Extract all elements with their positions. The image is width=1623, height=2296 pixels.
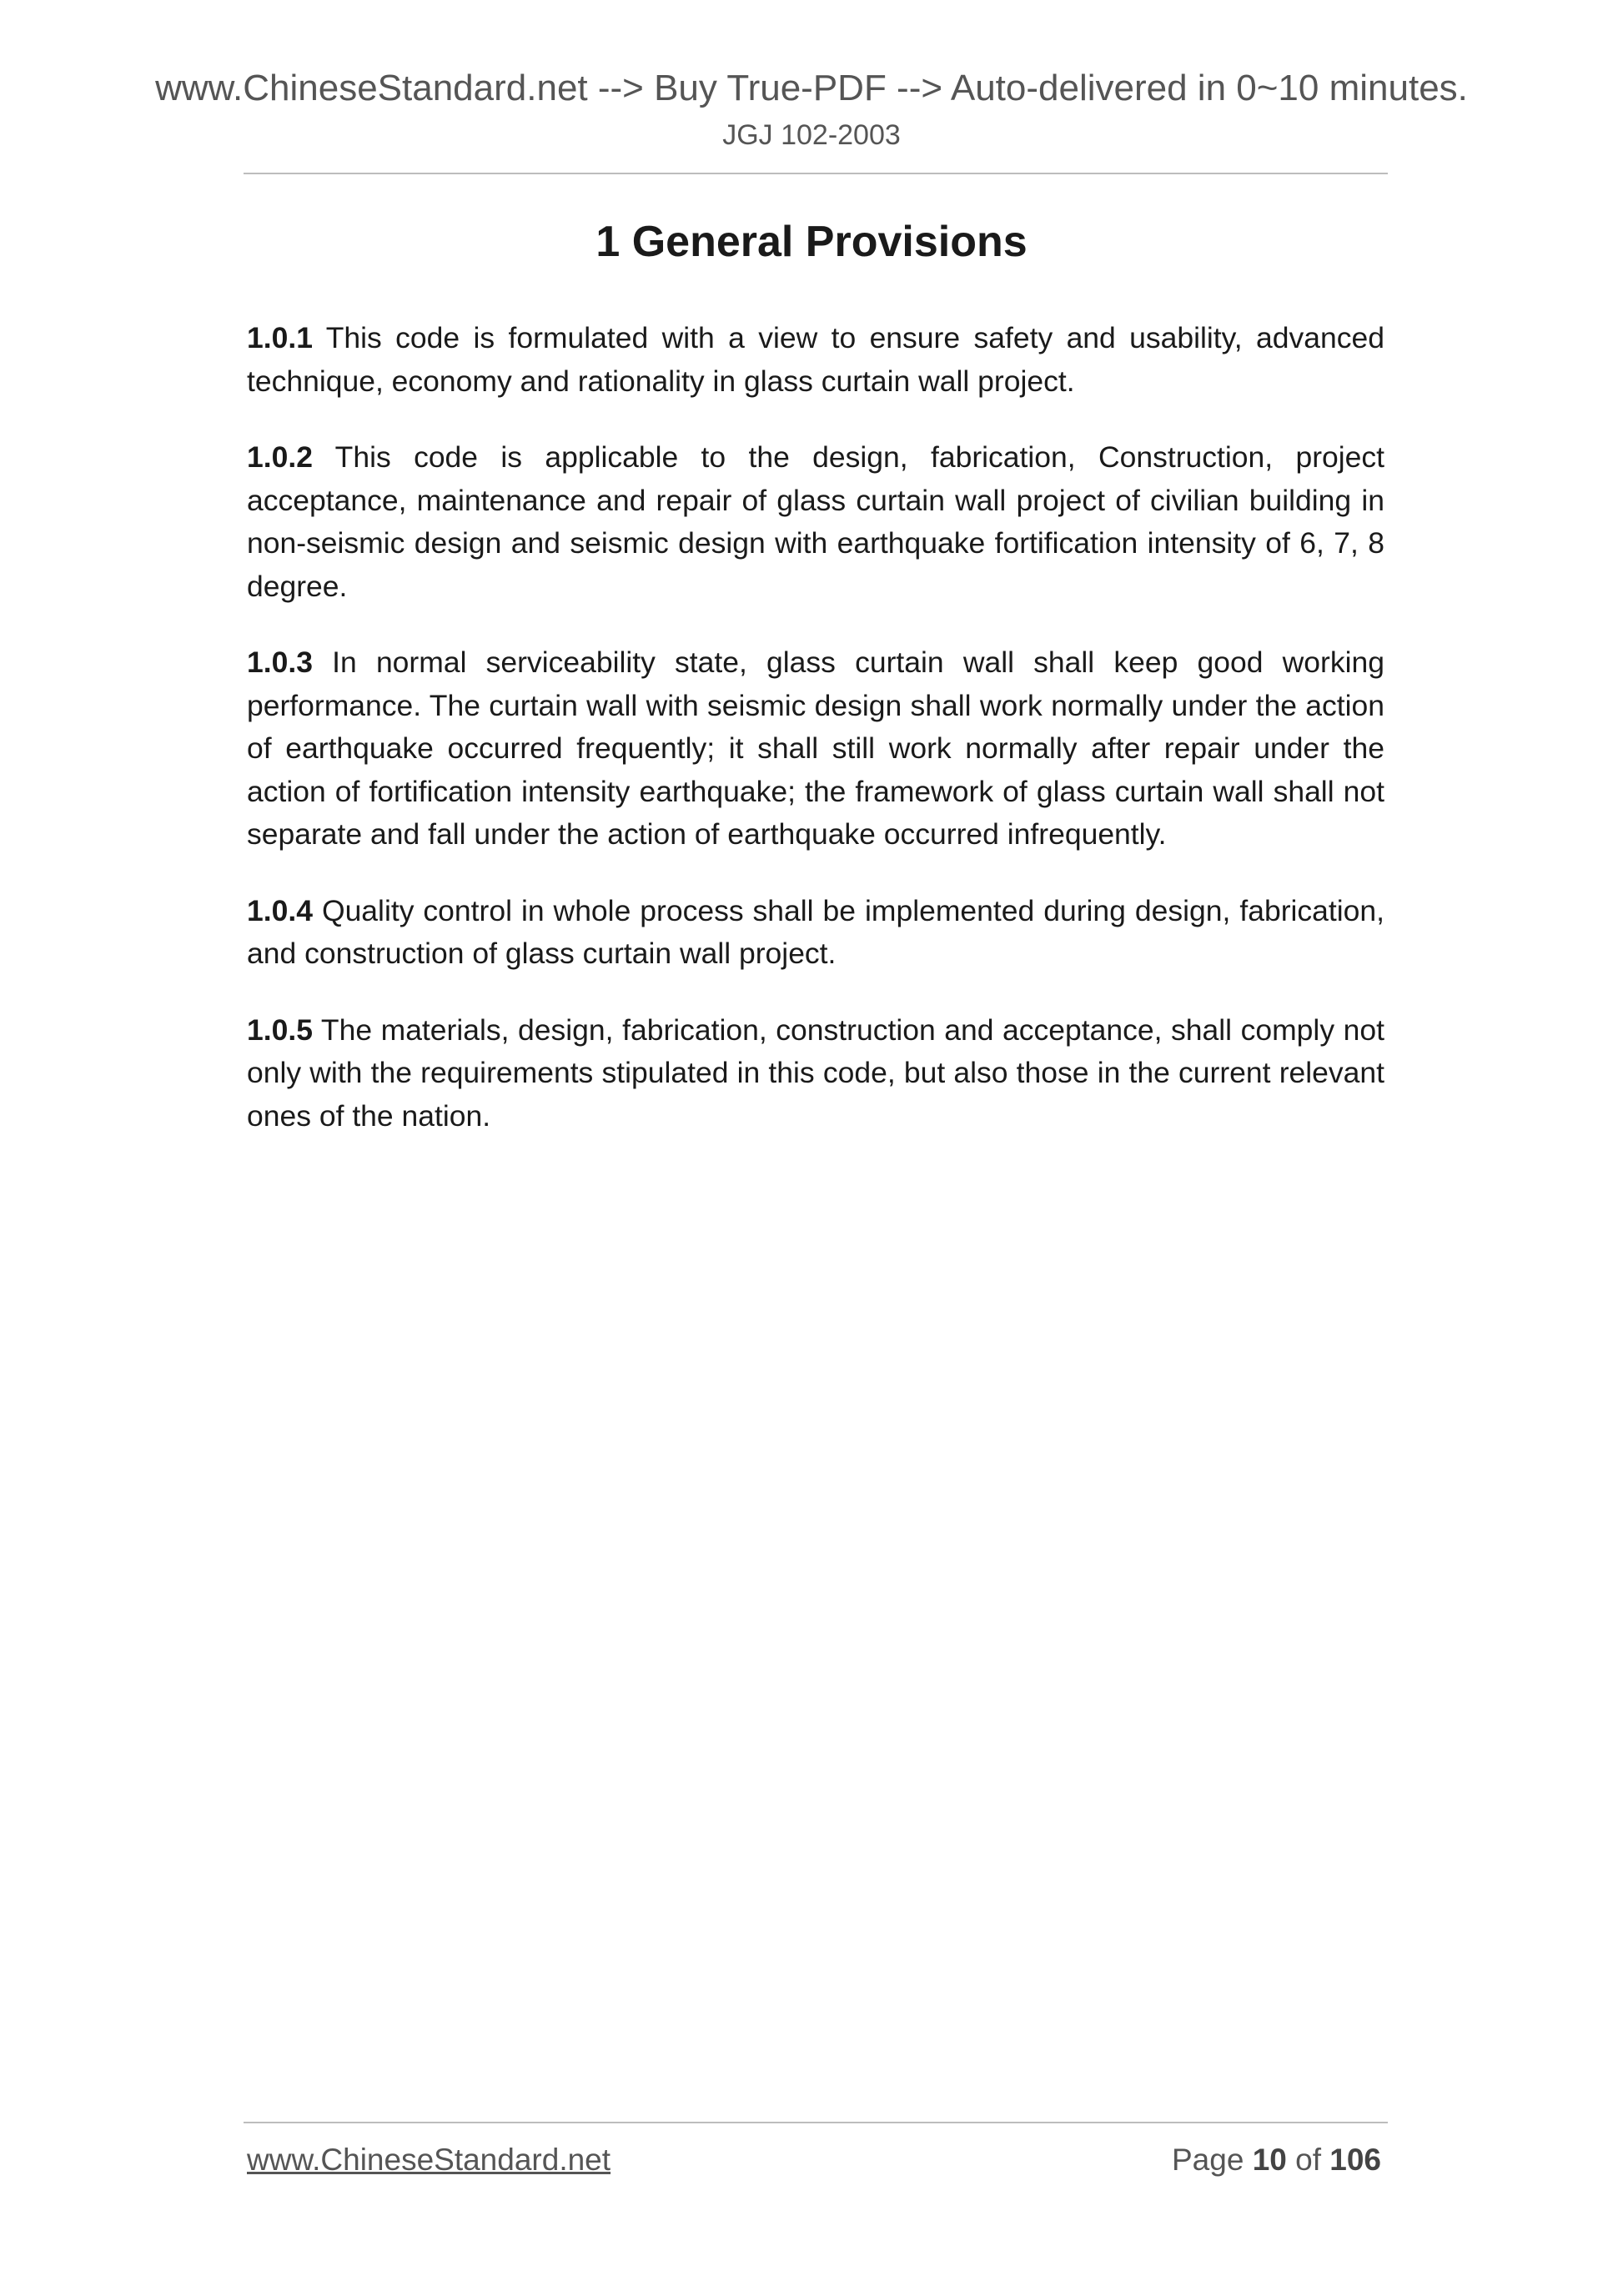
clause-1-0-5 (247, 1009, 1384, 1138)
clause-text: The materials, design, fabrication, construction and acceptance, shall comply not only with the requirements stipulated in this code, but also those in the current relevant ones of the nation. (247, 1012, 1384, 1133)
clause-number: 1.0.3 (247, 646, 313, 679)
page-indicator (1172, 2140, 1381, 2180)
clause-number: 1.0.2 (247, 440, 313, 474)
clause-text: This code is applicable to the design, fabrication, Construction, project acceptance, maintenance and repair of glass curtain wall project of civilian building in non-seismic design and seismic design with earthquake fortification intensity of 6, 7, 8 degree. (247, 440, 1384, 603)
clause-number: 1.0.1 (247, 321, 313, 354)
footer-divider (244, 2122, 1388, 2123)
of-word: of (1295, 2143, 1321, 2177)
clause-number: 1.0.4 (247, 893, 313, 927)
page-current: 10 (1252, 2143, 1287, 2177)
standard-code: JGJ 102-2003 (722, 119, 901, 151)
clause-text: In normal serviceability state, glass curtain wall shall keep good working performance. The curtain wall with seismic design shall work normally under the action of earthquake occurred frequently; it shall still work normally after repair under the action of fortification intensity earthquake; the framework of glass curtain wall shall not separate and fall under the action of earthquake occurred infrequently. (247, 646, 1384, 851)
header-divider (244, 173, 1388, 174)
clause-1-0-3 (247, 641, 1384, 857)
chapter-title: 1 General Provisions (595, 218, 1028, 266)
page-word: Page (1171, 2143, 1244, 2177)
clause-1-0-1 (247, 317, 1384, 403)
header-banner: www.ChineseStandard.net --> Buy True-PDF --> Auto-delivered in 0~10 minutes. (155, 68, 1468, 108)
clause-text: This code is formulated with a view to ensure safety and usability, advanced technique, economy and rationality in glass curtain wall project. (247, 321, 1384, 398)
page-total: 106 (1329, 2143, 1381, 2177)
clause-list (247, 317, 1384, 1171)
clause-1-0-2 (247, 436, 1384, 608)
clause-text: Quality control in whole process shall be implemented during design, fabrication, and construction of glass curtain wall project. (247, 893, 1384, 970)
footer-site-link[interactable]: www.ChineseStandard.net (247, 2143, 611, 2177)
clause-number: 1.0.5 (247, 1012, 313, 1047)
clause-1-0-4 (247, 890, 1384, 976)
